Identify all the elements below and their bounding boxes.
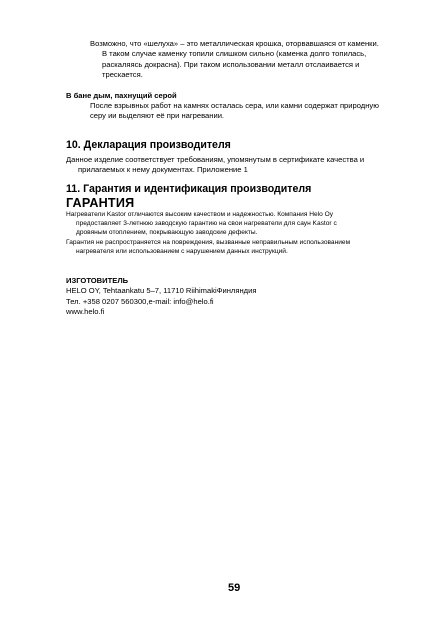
page-number: 59 <box>228 582 241 594</box>
warranty-heading: ГАРАНТИЯ <box>66 196 135 210</box>
text-line: серу ии выделяют её при нагревании. <box>90 111 225 121</box>
text-line: Данное изделие соответствует требованиям, упомянутым в сертификате качества и <box>66 155 365 164</box>
smoke-paragraph <box>90 101 410 122</box>
manufacturer-heading: ИЗГОТОВИТЕЛЬ <box>66 276 129 285</box>
text-line: раскаляясь докрасна). При таком использовании металл отслаивается и <box>102 59 360 69</box>
manufacturer-block <box>66 276 396 318</box>
text-line: предоставляет 3-летнюю заводскую гарантию на свои нагреватели для саун Kastor с <box>76 220 337 228</box>
text-line: После взрывных работ на камнях осталась сера, или камни содержат природную <box>90 101 379 110</box>
section-10-heading: 10. Декларация производителя <box>66 139 231 151</box>
text-line: Возможно, что «шелуха» – это металлическая крошка, оторвавшаяся от каменки. <box>90 39 379 48</box>
manufacturer-contact: Тел. +358 0207 560300,e-mail: info@helo.fi <box>66 296 214 306</box>
text-line: нагревателя или использованием с нарушением данных инструкций. <box>76 247 288 255</box>
text-line: дровяным отоплением, покрывающую заводские дефекты. <box>76 229 258 237</box>
text-line: В таком случае каменку топили слишком сильно (каменка долго топилась, <box>102 49 367 59</box>
text-line: Нагреватели Kastor отличаются высоким качеством и надежностью. Компания Helo Oy <box>66 211 334 218</box>
section-11-heading: 11. Гарантия и идентификация производителя <box>66 183 312 195</box>
manufacturer-website: www.helo.fi <box>66 307 105 317</box>
shell-paragraph <box>90 39 410 81</box>
text-line: прилагаемых к нему документах. Приложение 1 <box>78 165 248 175</box>
smoke-heading: В бане дым, пахнущий серой <box>66 91 177 100</box>
text-line: Гарантия не распространяется на повреждения, вызванные неправильным использованием <box>66 238 351 246</box>
warranty-paragraph <box>66 210 402 256</box>
text-line: трескается. <box>102 70 143 80</box>
declaration-paragraph <box>66 155 396 176</box>
manufacturer-address: HELO OY, Tehtaankatu 5–7, 11710 RiihimakiФинляндия <box>66 286 257 296</box>
